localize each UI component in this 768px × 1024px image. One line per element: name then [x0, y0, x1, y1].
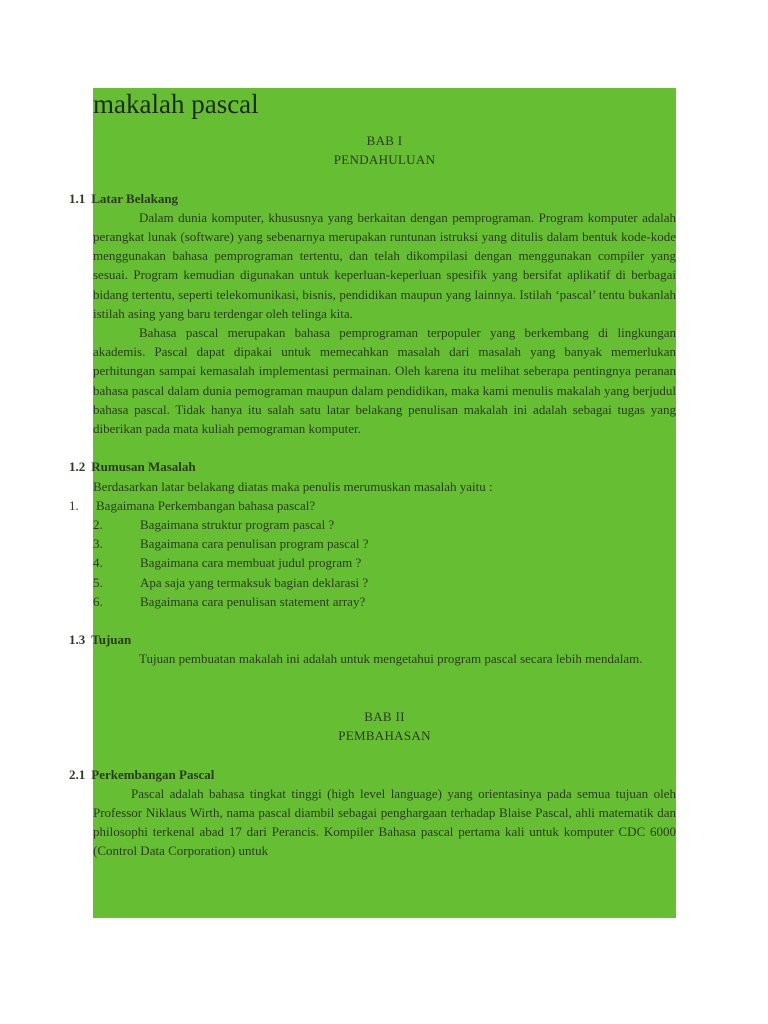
list-number: 2. — [93, 517, 103, 533]
list-item — [93, 534, 676, 553]
chapter-2-name: PEMBAHASAN — [338, 728, 431, 744]
list-item — [69, 496, 676, 515]
section-number: 1.1 — [69, 190, 86, 206]
list-text: Apa saja yang termaksuk bagian deklarasi ? — [140, 574, 369, 590]
spacer — [93, 438, 676, 457]
list-text: Bagaimana Perkembangan bahasa pascal? — [96, 497, 316, 513]
list-number: 1. — [69, 497, 79, 513]
paragraph: Tujuan pembuatan makalah ini adalah untuk mengetahui program pascal secara lebih mendalam. — [139, 651, 643, 667]
spacer — [93, 169, 676, 188]
section-number: 1.2 — [69, 459, 86, 475]
document-body — [69, 88, 676, 861]
spacer — [93, 688, 676, 707]
section-number: 1.3 — [69, 632, 86, 648]
chapter-1-label: BAB I — [366, 133, 403, 148]
spacer — [93, 611, 676, 630]
list-number: 5. — [93, 574, 103, 590]
list-number: 3. — [93, 536, 103, 552]
spacer — [93, 745, 676, 764]
document-title: makalah pascal — [93, 89, 259, 119]
list-text: Bagaimana cara penulisan program pascal ? — [140, 536, 369, 552]
section-title: Rumusan Masalah — [91, 459, 196, 475]
section-1-3-heading — [69, 630, 676, 649]
section-title: Tujuan — [91, 632, 132, 648]
paragraph: Bahasa pascal merupakan bahasa pemprograman terpopuler yang berkembang di lingkungan akademis. Pascal dapat dipakai untuk memecahkan masalah dari masalah yang banyak memerlukan perhitungan sampai kemasalah implementasi permainan. Oleh karena itu melihat seberapa pentingnya peranan bahasa pascal dalam dunia pemograman maupun dalam pendidikan, maka kami menulis makalah yang berjudul bahasa pascal. Tidak hanya itu salah satu latar belakang penulisan makalah ini adalah sebagai tugas yang diberikan pada mata kuliah pemograman komputer. — [93, 325, 676, 437]
paragraph: Dalam dunia komputer, khususnya yang berkaitan dengan pemprograman. Program komputer adalah perangkat lunak (software) yang sebenarnya merupakan runtunan istruksi yang ditulis dalam bentuk kode-kode menggunakan bahasa pemprograman tertentu, dan telah dikompilasi dengan menggunakan compiler yang sesuai. Program kemudian digunakan untuk keperluan-keperluan spesifik yang bersifat aplikatif di berbagai bidang tertentu, seperti telekomunikasi, bisnis, pendidikan maupun yang lainnya. Istilah ‘pascal’ tentu bukanlah istilah asing yang baru terdengar oleh telinga kita. — [93, 209, 676, 321]
list-number: 4. — [93, 555, 103, 571]
list-number: 6. — [93, 593, 103, 609]
list-item — [93, 515, 676, 534]
section-title: Perkembangan Pascal — [91, 766, 215, 782]
list-text: Bagaimana struktur program pascal ? — [140, 517, 335, 533]
list-item — [93, 573, 676, 592]
paragraph: Pascal adalah bahasa tingkat tinggi (high level language) yang orientasinya pada semua tujuan oleh Professor Niklaus Wirth, nama pascal diambil sebagai penghargaan terhadap Blaise Pascal, ahli matematik dan philosophi terkenal abad 17 dari Perancis. Kompiler Bahasa pascal pertama kali untuk komputer CDC 6000 (Control Data Corporation) untuk — [93, 785, 676, 859]
chapter-2-label: BAB II — [364, 709, 405, 725]
section-number: 2.1 — [69, 766, 86, 782]
list-text: Bagaimana cara membuat judul program ? — [140, 555, 362, 571]
list-text: Bagaimana cara penulisan statement array? — [140, 593, 366, 609]
chapter-1-name: PENDAHULUAN — [333, 152, 436, 168]
section-1-2-heading — [69, 457, 676, 476]
paragraph: Berdasarkan latar belakang diatas maka penulis merumuskan masalah yaitu : — [93, 478, 493, 494]
list-item — [93, 553, 676, 572]
section-1-1-heading — [69, 189, 676, 208]
section-title: Latar Belakang — [91, 190, 179, 206]
list-item — [93, 592, 676, 611]
section-2-1-heading — [69, 765, 676, 784]
spacer — [93, 669, 676, 688]
problem-list — [69, 496, 676, 611]
